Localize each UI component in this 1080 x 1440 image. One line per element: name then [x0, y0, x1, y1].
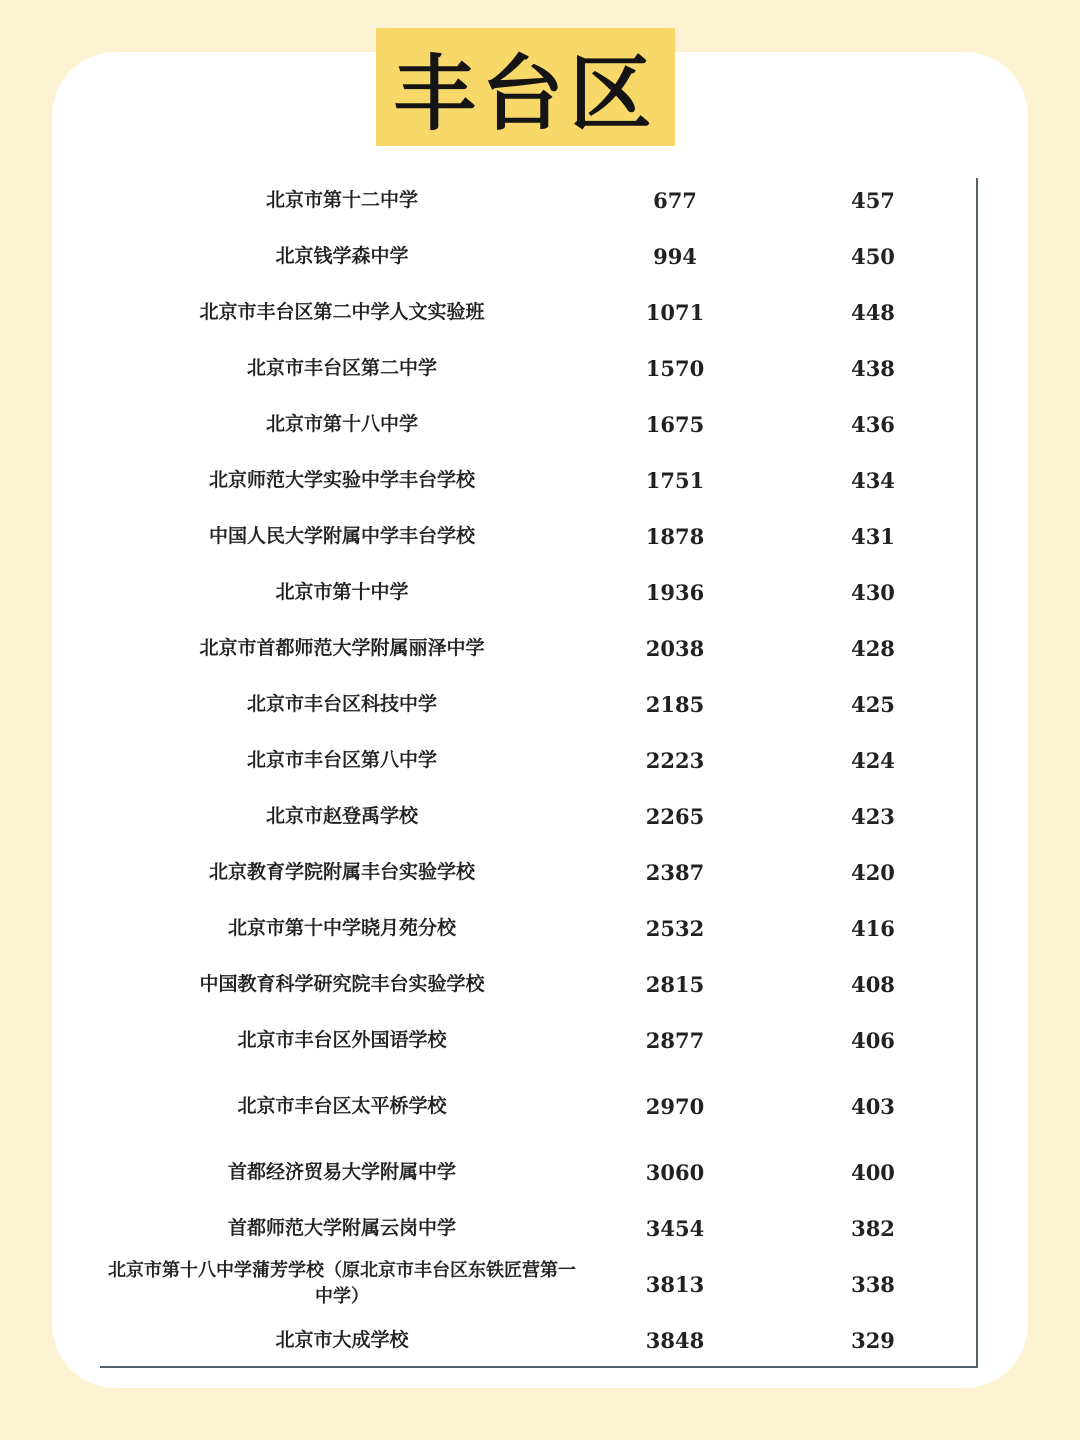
school-rank: 677 — [653, 187, 697, 213]
table-row — [0, 628, 1080, 668]
table-row — [0, 460, 1080, 500]
table-row — [0, 1020, 1080, 1060]
table-row — [0, 572, 1080, 612]
school-name: 中国教育科学研究院丰台实验学校 — [199, 973, 485, 995]
school-score: 448 — [851, 299, 895, 325]
school-name: 首都经济贸易大学附属中学 — [227, 1161, 456, 1183]
table-row — [0, 236, 1080, 276]
school-rank: 2038 — [645, 635, 705, 661]
school-score: 428 — [851, 635, 895, 661]
school-name: 北京市丰台区第八中学 — [246, 749, 437, 771]
school-score: 425 — [851, 691, 895, 717]
school-rank: 3848 — [645, 1327, 705, 1353]
table-row — [0, 684, 1080, 724]
school-score: 423 — [851, 803, 895, 829]
table-row — [0, 348, 1080, 388]
school-name: 北京市丰台区第二中学 — [246, 357, 437, 379]
table-row — [0, 516, 1080, 556]
school-name: 北京市首都师范大学附属丽泽中学 — [199, 637, 485, 659]
school-name: 北京市赵登禹学校 — [265, 805, 418, 827]
school-name: 北京市第十中学晓月苑分校 — [227, 917, 456, 939]
school-rank: 2532 — [645, 915, 705, 941]
school-name: 北京市丰台区科技中学 — [246, 693, 437, 715]
school-rank: 3060 — [645, 1159, 705, 1185]
school-score: 420 — [851, 859, 895, 885]
school-rank: 994 — [653, 243, 697, 269]
table-row — [0, 740, 1080, 780]
school-score: 408 — [851, 971, 895, 997]
table-row — [0, 404, 1080, 444]
table-row — [0, 908, 1080, 948]
school-rank: 2815 — [645, 971, 705, 997]
school-rank: 2970 — [645, 1093, 705, 1119]
school-name: 北京市第十二中学 — [265, 189, 418, 211]
table-row — [0, 1086, 1080, 1126]
school-rank: 1936 — [645, 579, 705, 605]
school-score: 403 — [851, 1093, 895, 1119]
school-name: 北京市第十八中学 — [265, 413, 418, 435]
school-rank: 2387 — [645, 859, 705, 885]
school-name: 北京教育学院附属丰台实验学校 — [208, 861, 475, 883]
school-rank: 1071 — [645, 299, 705, 325]
school-rank: 3454 — [645, 1215, 705, 1241]
school-name: 首都师范大学附属云岗中学 — [227, 1217, 456, 1239]
table-row — [0, 852, 1080, 892]
school-rank: 1751 — [645, 467, 705, 493]
school-name: 北京市丰台区太平桥学校 — [237, 1095, 447, 1117]
school-score: 406 — [851, 1027, 895, 1053]
school-name: 中国人民大学附属中学丰台学校 — [208, 525, 475, 547]
school-score: 434 — [851, 467, 895, 493]
school-score: 382 — [851, 1215, 895, 1241]
school-rank: 2223 — [645, 747, 705, 773]
table-row — [0, 1260, 1080, 1307]
table-row — [0, 1152, 1080, 1192]
table-row — [0, 964, 1080, 1004]
table-row — [0, 1320, 1080, 1360]
table-row — [0, 292, 1080, 332]
school-name: 北京市第十中学 — [275, 581, 409, 603]
table-row — [0, 180, 1080, 220]
school-rank: 2185 — [645, 691, 705, 717]
school-score: 438 — [851, 355, 895, 381]
school-name: 北京钱学森中学 — [275, 245, 409, 267]
table-bottom-border — [100, 1366, 978, 1368]
page-title: 丰台区 — [376, 28, 675, 146]
school-score: 450 — [851, 243, 895, 269]
school-name: 北京市第十八中学蒲芳学校（原北京市丰台区东铁匠营第一中学） — [108, 1260, 576, 1307]
school-score: 400 — [851, 1159, 895, 1185]
school-rank: 3813 — [645, 1271, 705, 1297]
table-right-border — [976, 178, 978, 1368]
school-name: 北京市丰台区外国语学校 — [237, 1029, 447, 1051]
school-name: 北京市大成学校 — [275, 1329, 409, 1351]
school-score: 329 — [851, 1327, 895, 1353]
school-score: 424 — [851, 747, 895, 773]
table-row — [0, 1208, 1080, 1248]
school-rank: 2265 — [645, 803, 705, 829]
school-score: 338 — [851, 1271, 895, 1297]
table-row — [0, 796, 1080, 836]
school-rank: 1675 — [645, 411, 705, 437]
school-score: 416 — [851, 915, 895, 941]
school-score: 431 — [851, 523, 895, 549]
school-name: 北京市丰台区第二中学人文实验班 — [199, 301, 485, 323]
school-rank: 1570 — [645, 355, 705, 381]
school-score: 430 — [851, 579, 895, 605]
school-rank: 2877 — [645, 1027, 705, 1053]
school-score: 457 — [851, 187, 895, 213]
school-name: 北京师范大学实验中学丰台学校 — [208, 469, 475, 491]
school-score: 436 — [851, 411, 895, 437]
school-rank: 1878 — [645, 523, 705, 549]
